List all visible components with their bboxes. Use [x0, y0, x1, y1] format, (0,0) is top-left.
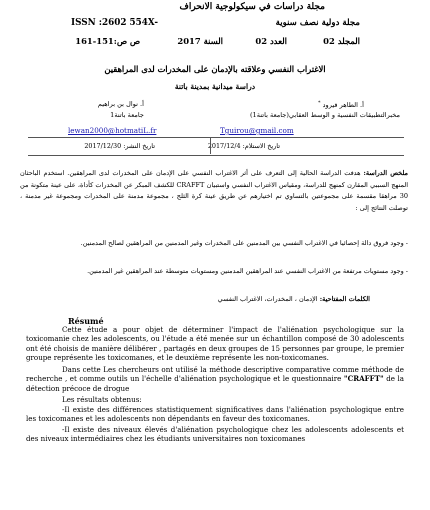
abstract-fr-p5 — [26, 425, 404, 444]
abstract-ar-p3: - وجود مستويات مرتفعة من الاغتراب النفسي عند المراهقين المدمنين ومستويات متوسطة عند المراهقين غير المدمنين. — [87, 267, 408, 275]
abstract-ar-keywords — [20, 294, 370, 306]
pages: ص ص:151-161 — [75, 36, 140, 46]
year: السنة 2017 — [177, 36, 223, 46]
abstract-fr-p3-text: Les résultats obtenus: — [62, 395, 142, 404]
journal-type: مجلة دولية نصف سنوية — [275, 18, 360, 28]
article-title: الاغتراب النفسي وعلاقته بالإدمان على المخدرات لدى المراهقين — [104, 64, 326, 74]
abstract-ar-p2: - وجود فروق دالة إحصائيا في الاغتراب النفسي بين المدمنين على المخدرات وغير المدمنين من المراهقين لصالح المدمنين. — [80, 239, 408, 247]
abstract-fr-p2-tail: de la détection précoce de drogue — [26, 374, 404, 393]
received-date: تاريخ الاستلام: 2017/12/4 — [207, 142, 280, 150]
volume: المجلد 02 — [323, 36, 360, 46]
issue: العدد 02 — [255, 36, 287, 46]
email-author-1[interactable]: Tguirou@gmail.com — [220, 126, 294, 135]
crafft-label: "CRAFFT" — [343, 374, 384, 384]
email-author-2[interactable]: lewan2000@hotmatiL.fr — [68, 126, 157, 135]
abstract-fr-p4-text: -Il existe des différences statistiquement significatives dans l'aliénation psychologique entre les toxicomanes et les adolescents non dépendants en faveur des toxicomanes. — [26, 405, 404, 424]
keywords-label: الكلمات المفتاحية: — [319, 295, 370, 303]
abstract-ar-label: ملخص الدراسة: — [363, 169, 408, 177]
abstract-ar-p1 — [20, 168, 408, 214]
affiliation-2: جامعة باتنة1 — [110, 111, 144, 119]
abstract-ar-text: هدفت الدراسة الحالية إلى التعرف على أثر الاغتراب النفسي على الإدمان على المخدرات لدى المراهقين. استخدم الباحثان المنهج السببي المقارن كمنهج للدراسة، ومقياس الاغتراب النفسي واستبيان CRAFFT للكشف المبكر عن المخدرات كأداة، على عينة متكونة من 30 مراهقا مقسمة على مجموعتين بالتساوي تم اختيارهم عن طريق عينة كرة الثلج ، مجموعة مدمنة على المخدرات ومجموعة غير مدمنة ، توصلت النتائج إلى : — [20, 169, 409, 212]
abstract-fr-p2-text: Dans cette Les chercheurs ont utilisé la méthode descriptive comparative comme méthode de recherche , et comme outils un l'échelle d'aliénation psychologique et le questionnaire — [26, 365, 404, 384]
published-date: تاريخ النشر: 2017/12/30 — [84, 142, 155, 150]
dates-separator — [210, 138, 211, 154]
author-1-mark: * — [317, 100, 321, 106]
resume-heading: Résumé — [68, 316, 104, 326]
abstract-fr-p5-text: -Il existe des niveaux élevés d'aliénation psychologique chez les adolescents adolescents et des niveaux intermédiaires chez les étudiants universitaires non toxicomanes — [26, 425, 404, 444]
abstract-fr-p1-text: Cette étude a pour objet de déterminer l'impact de l'aliénation psychologique sur la toxicomanie chez les adolescents, ou l'étude a été menée sur un échantillon composé de 30 adolescents ont été choisis de manière délibérer , partagés en deux groupes de 15 personnes par groupe, le premier groupe représente les toxicomanes, et le deuxième représente les non-toxicomanes. — [26, 325, 404, 363]
affiliation-1: مخبرالتطبيقات النفسية و الوسط العقابي(جامعة باتنة1) — [249, 111, 400, 119]
author-1 — [318, 100, 364, 109]
abstract-fr-p3 — [26, 395, 404, 404]
abstract-fr-p2 — [26, 365, 404, 393]
issn: ISSN :2602 554X- — [71, 18, 159, 28]
keywords-text: الإدمان ، المخدرات، الاغتراب النفسي — [217, 295, 318, 303]
abstract-fr-p1 — [26, 325, 404, 363]
author-1-name: أ. الطاهر فيرود — [322, 101, 364, 110]
article-subtitle: دراسة ميدانية بمدينة باتنة — [174, 82, 256, 91]
abstract-fr-p4 — [26, 405, 404, 424]
journal-name: مجلة دراسات في سيكولوجية الانحراف — [179, 2, 325, 12]
author-2: أ. نوال بن براهيم — [97, 100, 144, 108]
